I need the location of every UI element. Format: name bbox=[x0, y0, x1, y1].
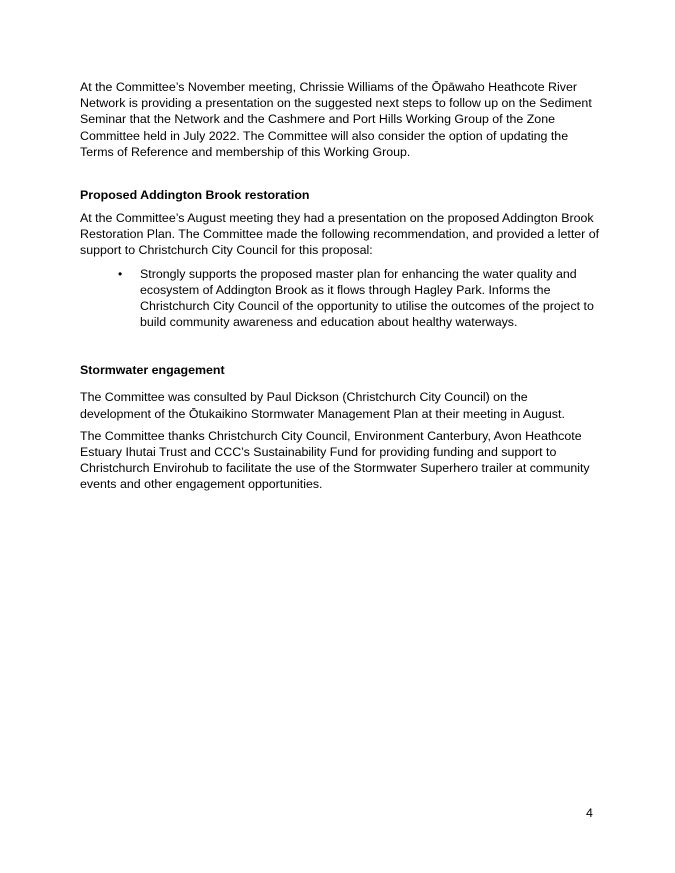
paragraph-sediment-seminar: At the Committee’s November meeting, Chrissie Williams of the Ōpāwaho Heathcote River Network is providing a presentation on the suggested next steps to follow up on the Sediment Seminar that the Network and the Cashmere and Port Hills Working Group of the Zone Committee held in July 2022. The Committee will also consider the option of updating the Terms of Reference and membership of this Working Group. bbox=[80, 80, 592, 159]
list-item-text: Strongly supports the proposed master plan for enhancing the water quality and ecosystem of Addington Brook as it flows through Hagley Park. Informs the Christchurch City Council of the opportunity to utilise the outcomes of the project to build community awareness and education about healthy waterways. bbox=[140, 266, 594, 330]
bullet-icon: • bbox=[118, 266, 123, 281]
paragraph-stormwater-consultation: The Committee was consulted by Paul Dickson (Christchurch City Council) on the development of the Ōtukaikino Stormwater Management Plan at their meeting in August. bbox=[80, 390, 565, 421]
recommendation-list bbox=[80, 266, 600, 331]
heading-addington-brook: Proposed Addington Brook restoration bbox=[80, 188, 310, 203]
page-number: 4 bbox=[586, 806, 593, 820]
heading-stormwater-engagement: Stormwater engagement bbox=[80, 363, 225, 378]
list-item bbox=[80, 266, 600, 331]
paragraph-stormwater-thanks: The Committee thanks Christchurch City Council, Environment Canterbury, Avon Heathcote Estuary Ihutai Trust and CCC’s Sustainability Fund for providing funding and support to Christchurch Envirohub to facilitate the use of the Stormwater Superhero trailer at community events and other engagement opportunities. bbox=[80, 428, 590, 492]
paragraph-addington-brook: At the Committee’s August meeting they had a presentation on the proposed Addington Brook Restoration Plan. The Committee made the following recommendation, and provided a letter of support to Christchurch City Council for this proposal: bbox=[80, 211, 600, 258]
document-body bbox=[80, 79, 600, 493]
